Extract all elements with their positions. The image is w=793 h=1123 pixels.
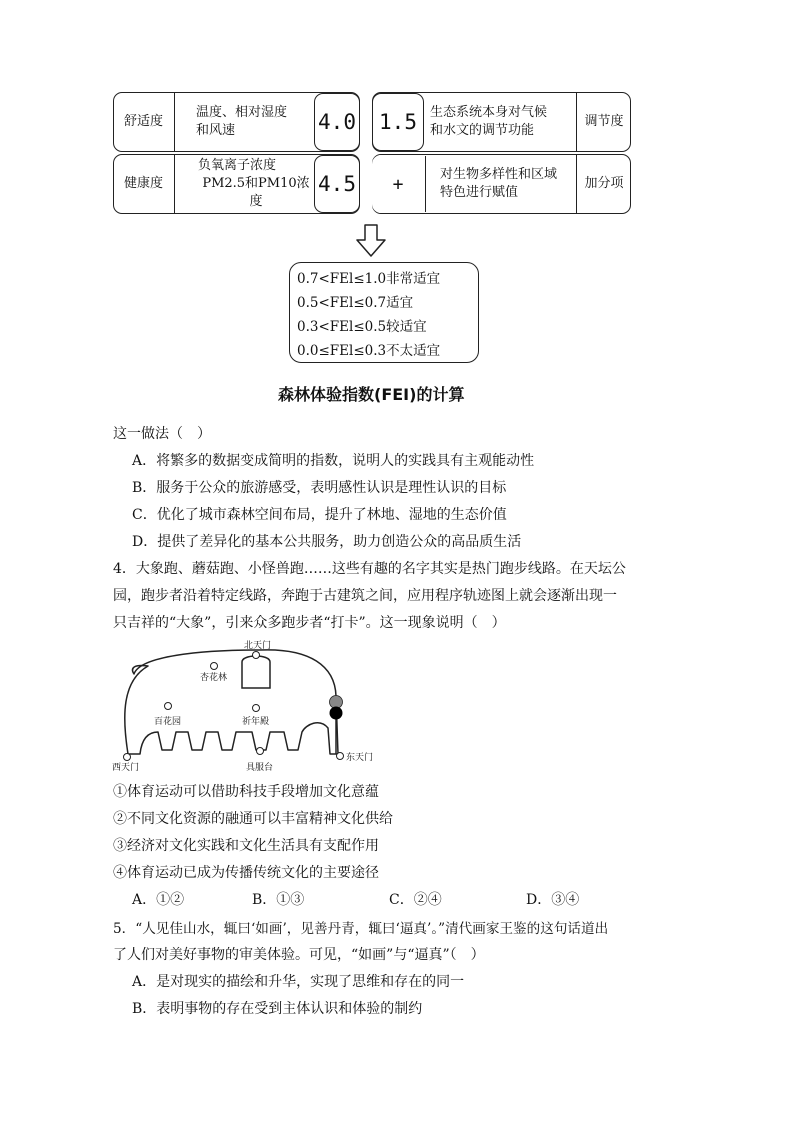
elephant-eye-dot [330, 707, 343, 720]
q4-statement-4: ④体育运动已成为传播传统文化的主要途径 [113, 865, 379, 881]
fei-range-4: 0.0≤FEl≤0.3不太适宜 [297, 343, 441, 359]
hundred-flower-marker [165, 703, 172, 710]
divider [174, 154, 175, 214]
elephant-route-path [125, 650, 338, 754]
elephant-route-map [110, 636, 390, 778]
q4-choice-a: A．①② [132, 892, 185, 908]
qinian-hall-marker [253, 705, 260, 712]
q5-stem-line-1: 5．“人见佳山水，辄曰‘如画’，见善丹青，辄曰‘逼真’。”清代画家王鉴的这句话道出 [113, 921, 609, 937]
west-gate-marker [124, 754, 131, 761]
fei-range-2: 0.5<FEl≤0.7适宜 [297, 295, 414, 311]
q4-stem-line-1: 4．大象跑、蘑菇跑、小怪兽跑……这些有趣的名字其实是热门跑步线路。在天坛公 [113, 561, 626, 577]
q5-option-b: B．表明事物的存在受到主体认识和体验的制约 [132, 1001, 423, 1017]
q4-statement-3: ③经济对文化实践和文化生活具有支配作用 [113, 838, 379, 854]
north-gate-marker [253, 652, 260, 659]
bonus-label: 加分项 [584, 176, 624, 191]
down-arrow-icon [355, 224, 387, 258]
jufu-marker [257, 748, 264, 755]
q4-stem-line-3: 只吉祥的“大象”，引来众多跑步者“打卡”。这一现象说明（ ） [113, 615, 506, 631]
q4-choice-d: D．③④ [526, 892, 580, 908]
bonus-value: + [372, 155, 424, 213]
hundred-flower-label: 百花园 [154, 717, 182, 727]
bonus-desc: 对生物多样性和区域 特色进行赋值 [440, 167, 558, 200]
jufu-label: 具服台 [246, 763, 274, 773]
east-gate-marker [337, 753, 344, 760]
divider [174, 92, 175, 152]
q4-choice-c: C．②④ [389, 892, 442, 908]
q5-stem-line-2: 了人们对美好事物的审美体验。可见，“如画”与“逼真”（ ） [113, 947, 485, 963]
comfort-value: 4.0 [314, 93, 360, 151]
comfort-label: 舒适度 [123, 114, 163, 129]
health-label: 健康度 [123, 176, 163, 191]
q3-option-c: C．优化了城市森林空间布局，提升了林地、湿地的生态价值 [132, 507, 507, 523]
apricot-grove-label: 杏花林 [200, 673, 228, 683]
health-desc: 负氧离子浓度 PM2.5和PM10浓度 [198, 158, 310, 209]
regulation-label: 调节度 [584, 114, 624, 129]
apricot-grove-marker [211, 663, 218, 670]
north-building-outline [242, 656, 270, 688]
qinian-hall-label: 祈年殿 [242, 717, 270, 727]
health-value: 4.5 [314, 155, 360, 213]
diagram-caption: 森林体验指数(FEI)的计算 [278, 385, 465, 404]
q4-statement-2: ②不同文化资源的融通可以丰富精神文化供给 [113, 811, 393, 827]
q3-option-a: A．将繁多的数据变成简明的指数，说明人的实践具有主观能动性 [132, 453, 535, 469]
fei-range-box [289, 262, 479, 363]
north-gate-label: 北天门 [244, 641, 272, 651]
q4-stem-line-2: 园，跑步者沿着特定线路，奔跑于古建筑之间，应用程序轨迹图上就会逐渐出现一 [113, 588, 617, 604]
q4-statement-1: ①体育运动可以借助科技手段增加文化意蕴 [113, 784, 379, 800]
q4-choice-b: B．①③ [252, 892, 305, 908]
regulation-value: 1.5 [372, 93, 424, 151]
fei-range-1: 0.7<FEl≤1.0非常适宜 [297, 271, 441, 287]
q3-option-d: D．提供了差异化的基本公共服务，助力创造公众的高品质生活 [132, 534, 522, 550]
q3-option-b: B．服务于公众的旅游感受，表明感性认识是理性认识的目标 [132, 480, 507, 496]
q3-stem: 这一做法（ ） [113, 426, 211, 442]
east-gate-label: 东天门 [346, 753, 374, 763]
fei-range-3: 0.3<FEl≤0.5较适宜 [297, 319, 427, 335]
west-gate-label: 西天门 [112, 763, 140, 773]
comfort-desc: 温度、相对湿度 和风速 [196, 105, 288, 138]
q5-option-a: A．是对现实的描绘和升华，实现了思维和存在的同一 [132, 974, 465, 990]
regulation-desc: 生态系统本身对气候 和水文的调节功能 [430, 105, 548, 138]
